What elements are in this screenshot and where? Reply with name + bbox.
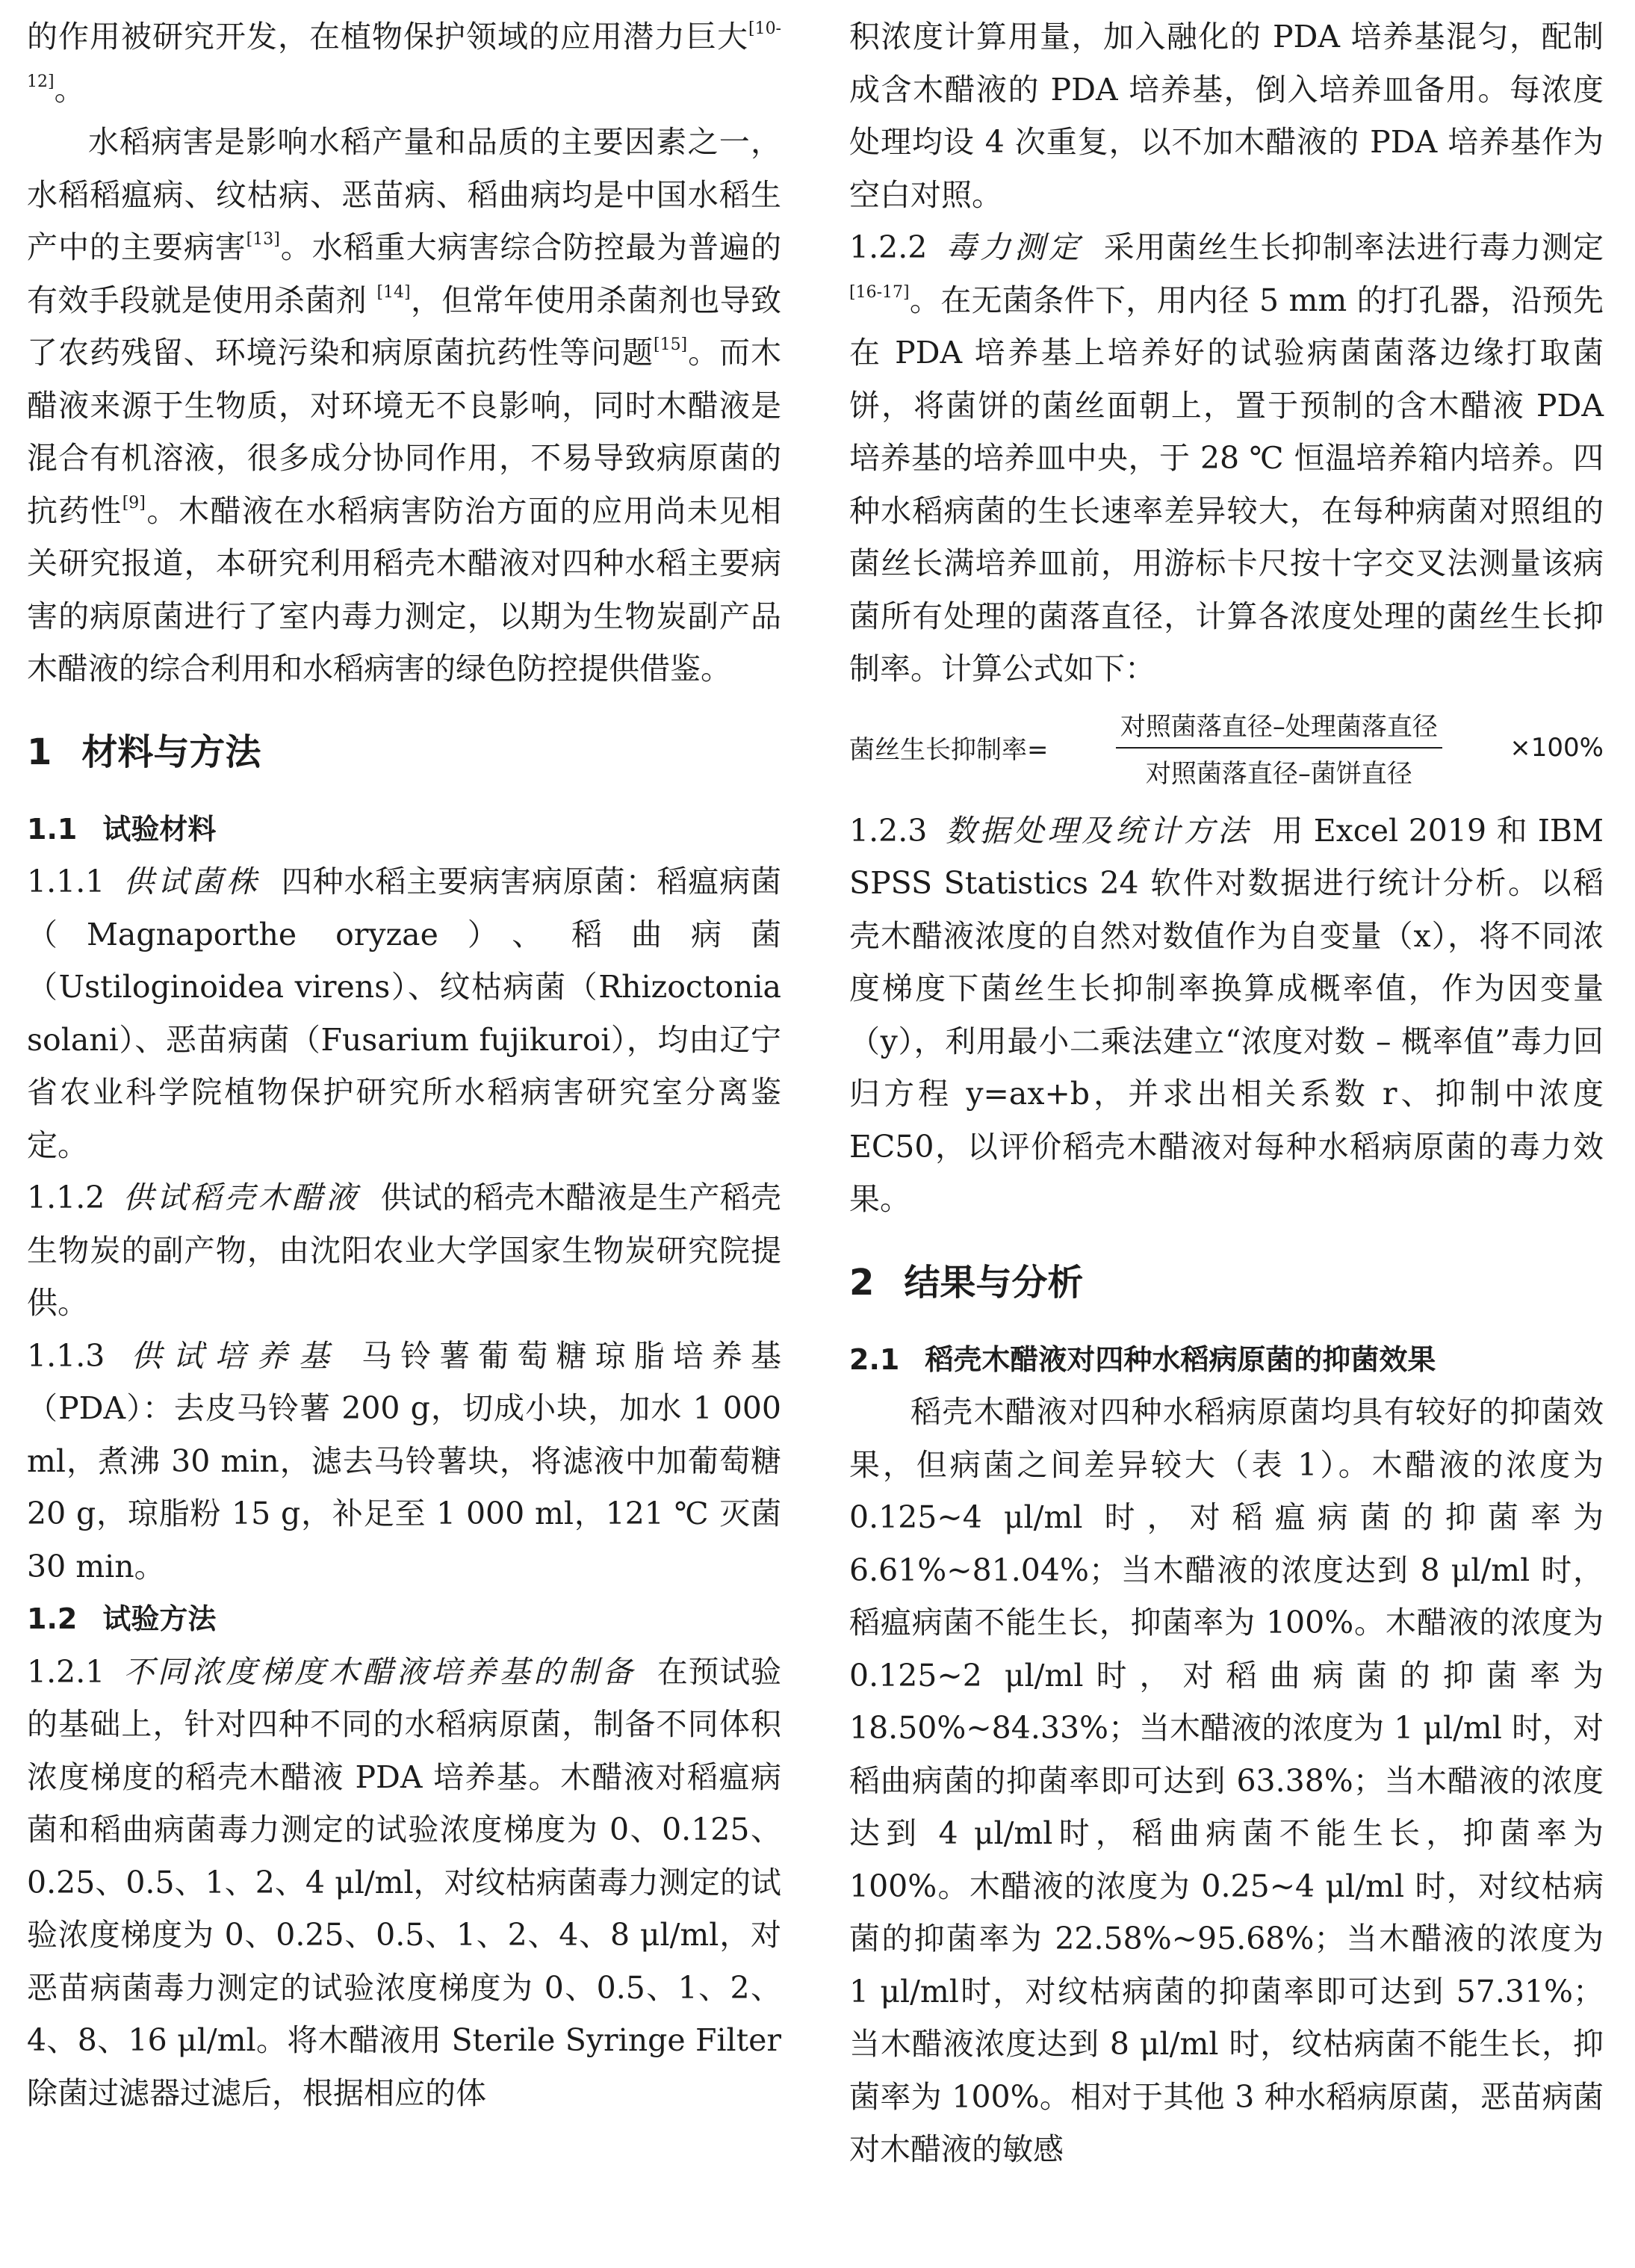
citation: [15]: [653, 335, 688, 354]
subsection-title: 试验材料: [102, 812, 217, 846]
inhibition-rate-formula: [849, 698, 1604, 797]
paragraph-text: 。而木醋液来源于生物质，对环境无不良影响，同时木醋液是混合有机溶液，很多成分协同作用，不易导致病原菌的抗药性: [27, 335, 782, 529]
item-body: 。在无菌条件下，用内径 5 mm 的打孔器，沿预先在 PDA 培养基上培养好的试验病菌菌落边缘打取菌饼，将菌饼的菌丝面朝上，置于预制的含木醋液 PDA 培养基的培养皿中央，于 28 ℃ 恒温培养箱内培养。四种水稻病菌的生长速率差异较大，在每种病菌对照组的菌丝长满培养皿前，用游标卡尺按十字交叉法测量该病菌所有处理的菌落直径，计算各浓度处理的菌丝生长抑制率。计算公式如下：: [849, 282, 1604, 687]
section-title: 结果与分析: [904, 1261, 1084, 1304]
paragraph-text: 。水稻重大病害综合防控最为普遍的有效手段就是使用杀菌剂: [27, 229, 782, 318]
right-column: [849, 10, 1604, 2176]
paragraph-text: 的作用被研究开发，在植物保护领域的应用潜力巨大: [27, 19, 748, 55]
citation: [9]: [122, 493, 146, 512]
section-heading-2: [849, 1260, 1604, 1305]
item-body: 在预试验的基础上，针对四种不同的水稻病原菌，制备不同体积浓度梯度的稻壳木醋液 PDA 培养基。木醋液对稻瘟病菌和稻曲病菌毒力测定的试验浓度梯度为 0、0.125、0.25、0.5、1、2、4 μl/ml，对纹枯病菌毒力测定的试验浓度梯度为 0、0.25、0.5、1、2、4、8 μl/ml，对恶苗病菌毒力测定的试验浓度梯度为 0、0.5、1、2、4、8、16 μl/ml。将木醋液用 Sterile Syringe Filter 除菌过滤器过滤后，根据相应的体: [27, 1653, 782, 2111]
formula-numerator: 对照菌落直径–处理菌落直径: [1116, 706, 1442, 749]
subsection-number: 1.1: [27, 812, 78, 846]
subsection-heading-1-1: [27, 803, 781, 856]
results-paragraph: 稻壳木醋液对四种水稻病原菌均具有较好的抑菌效果，但病菌之间差异较大（表 1）。木醋液的浓度为 0.125~4 μl/ml 时，对稻瘟病菌的抑菌率为 6.61%~81.04%；当木醋液的浓度达到 8 μl/ml 时，稻瘟病菌不能生长，抑菌率为 100%。木醋液的浓度为 0.125~2 μl/ml时，对稻曲病菌的抑菌率为 18.50%~84.33%；当木醋液的浓度为 1 μl/ml 时，对稻曲病菌的抑菌率即可达到 63.38%；当木醋液的浓度达到 4 μl/ml时，稻曲病菌不能生长，抑菌率为 100%。木醋液的浓度为 0.25~4 μl/ml 时，对纹枯病菌的抑菌率为 22.58%~95.68%；当木醋液的浓度为 1 μl/ml时，对纹枯病菌的抑菌率即可达到 57.31%；当木醋液浓度达到 8 μl/ml 时，纹枯病菌不能生长，抑菌率为 100%。相对于其他 3 种水稻病原菌，恶苗病菌对木醋液的敏感: [849, 1394, 1604, 2167]
item-body: 采用菌丝生长抑制率法进行毒力测定: [1103, 229, 1604, 265]
subsection-title: 稻壳木醋液对四种水稻病原菌的抑菌效果: [925, 1342, 1436, 1376]
item-title: 供试稻壳木醋液: [122, 1180, 360, 1215]
item-body: 用 Excel 2019 和 IBM SPSS Statistics 24 软件对数据进行统计分析。以稻壳木醋液浓度的自然对数值作为自变量（x），将不同浓度梯度下菌丝生长抑制率换算成概率值，作为因变量（y），利用最小二乘法建立“浓度对数 – 概率值”毒力回归方程 y=ax+b，并求出相关系数 r、抑制中浓度 EC50，以评价稻壳木醋液对每种水稻病原菌的毒力效果。: [849, 812, 1604, 1217]
item-title: 不同浓度梯度木醋液培养基的制备: [122, 1653, 636, 1690]
subsection-number: 2.1: [849, 1342, 900, 1376]
formula-lhs: 菌丝生长抑制率=: [849, 735, 1049, 765]
section-number: 1: [27, 731, 52, 773]
section-title: 材料与方法: [81, 731, 261, 773]
paragraph-text: ，但常年使用杀菌剂也导致了农药残留、环境污染和病原菌抗药性等问题: [27, 282, 781, 371]
formula-rhs: ×100%: [1510, 732, 1604, 763]
item-number: 1.1.1: [27, 864, 105, 899]
subsection-heading-2-1: [849, 1333, 1604, 1386]
paragraph-text: 水稻病害是影响水稻产量和品质的主要因素之一，水稻稻瘟病、纹枯病、恶苗病、稻曲病均是中国水稻生产中的主要病害: [27, 124, 781, 265]
citation: [16-17]: [849, 282, 910, 302]
subsection-heading-1-2: [27, 1593, 781, 1646]
subsection-title: 试验方法: [102, 1602, 217, 1635]
item-body: 供试的稻壳木醋液是生产稻壳生物炭的副产物，由沈阳农业大学国家生物炭研究院提供。: [27, 1180, 782, 1321]
subsection-number: 1.2: [27, 1602, 78, 1635]
item-body: 四种水稻主要病害病原菌：稻瘟病菌（Magnaporthe oryzae）、稻曲病菌（Ustiloginoidea virens）、纹枯病菌（Rhizoctonia solani）、恶苗病菌（Fusarium fujikuroi），均由辽宁省农业科学院植物保护研究所水稻病害研究室分离鉴定。: [27, 864, 782, 1163]
item-1-2-2: [849, 221, 1604, 695]
formula-fraction: [1053, 706, 1506, 790]
item-1-1-2: [27, 1171, 781, 1330]
item-1-1-3: [27, 1330, 781, 1593]
item-number: 1.1.3: [27, 1337, 105, 1374]
item-number: 1.2.2: [849, 229, 928, 265]
item-1-1-1: [27, 855, 781, 1171]
section-number: 2: [849, 1261, 875, 1304]
item-title: 毒力测定: [945, 229, 1083, 265]
citation: [14]: [376, 282, 411, 302]
item-body: 马铃薯葡萄糖琼脂培养基（PDA）：去皮马铃薯 200 g，切成小块，加水 1 000 ml，煮沸 30 min，滤去马铃薯块，将滤液中加葡萄糖 20 g，琼脂粉 15 g，补足至 1 000 ml，121 ℃ 灭菌 30 min。: [27, 1337, 782, 1584]
paragraph-text: 。: [54, 71, 85, 108]
item-1-2-3: [849, 805, 1604, 1226]
item-title: 供试培养基: [122, 1337, 341, 1374]
intro-paragraph-end: [27, 10, 781, 116]
item-number: 1.1.2: [27, 1180, 105, 1215]
item-title: 供试菌株: [122, 864, 261, 899]
item-title: 数据处理及统计方法: [945, 812, 1252, 849]
rice-disease-paragraph: [27, 116, 781, 695]
formula-denominator: 对照菌落直径–菌饼直径: [1145, 758, 1412, 789]
paragraph-text: 。木醋液在水稻病害防治方面的应用尚未见相关研究报道，本研究利用稻壳木醋液对四种水稻主要病害的病原菌进行了室内毒力测定，以期为生物炭副产品木醋液的综合利用和水稻病害的绿色防控提供借鉴。: [27, 492, 782, 687]
item-number: 1.2.1: [27, 1653, 105, 1690]
left-column: [27, 10, 781, 2119]
citation: [13]: [246, 230, 280, 249]
citation: [10-12]: [27, 19, 781, 91]
item-1-2-1: [27, 1646, 781, 2120]
item-1-2-1-continued: 积浓度计算用量，加入融化的 PDA 培养基混匀，配制成含木醋液的 PDA 培养基，倒入培养皿备用。每浓度处理均设 4 次重复，以不加木醋液的 PDA 培养基作为空白对照。: [849, 19, 1604, 213]
item-number: 1.2.3: [849, 812, 928, 849]
section-heading-1: [27, 730, 781, 775]
